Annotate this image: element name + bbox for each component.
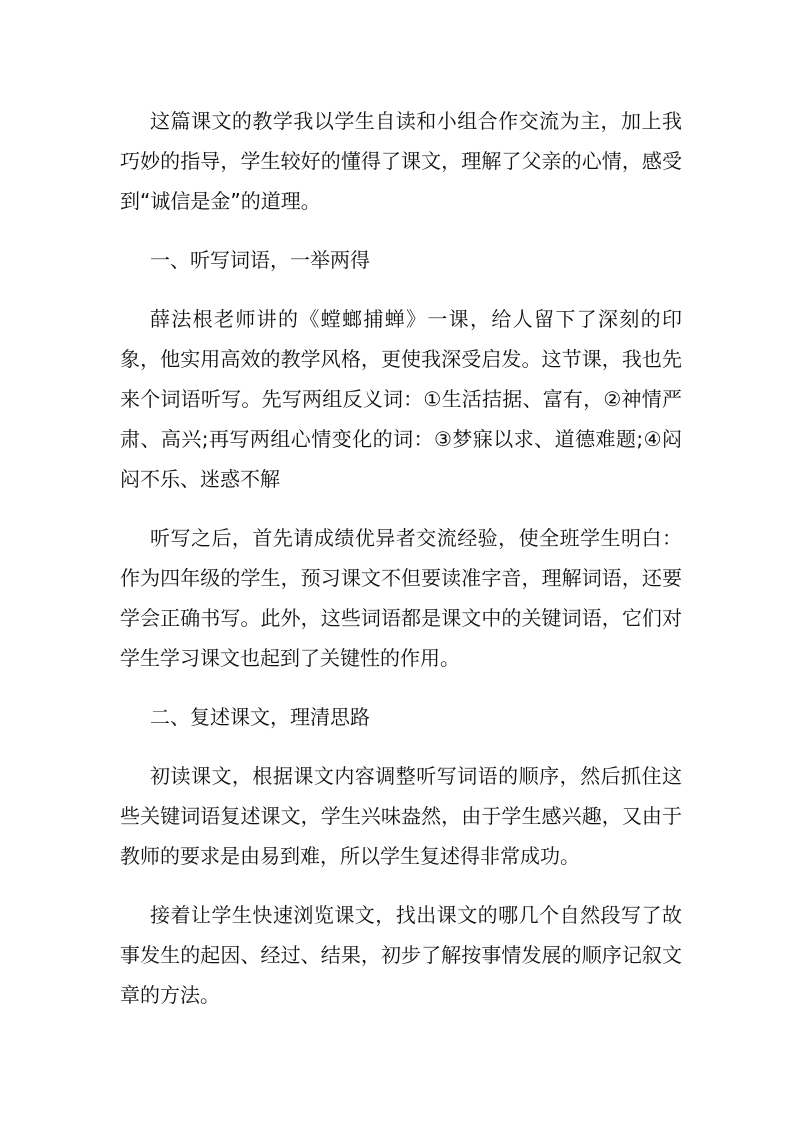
paragraph-after-dictation: 听写之后，首先请成绩优异者交流经验，使全班学生明白：作为四年级的学生，预习课文不但要读准字音，理解词语，还要学会正确书写。此外，这些词语都是课文中的关键词语，它们对学生学习课文也起到了关键性的作用。 bbox=[120, 526, 682, 670]
document-body bbox=[120, 101, 682, 1034]
paragraph-first-reading: 初读课文，根据课文内容调整听写词语的顺序，然后抓住这些关键词语复述课文，学生兴味盎然，由于学生感兴趣，又由于教师的要求是由易到难，所以学生复述得非常成功。 bbox=[120, 764, 682, 868]
paragraph-quick-browse: 接着让学生快速浏览课文，找出课文的哪几个自然段写了故事发生的起因、经过、结果，初步了解按事情发展的顺序记叙文章的方法。 bbox=[120, 903, 682, 1007]
paragraph-intro: 这篇课文的教学我以学生自读和小组合作交流为主，加上我巧妙的指导，学生较好的懂得了课文，理解了父亲的心情，感受到“诚信是金”的道理。 bbox=[120, 109, 682, 213]
paragraph-dictation-words: 薛法根老师讲的《螳螂捕蝉》一课，给人留下了深刻的印象，他实用高效的教学风格，更使我深受启发。这节课，我也先来个词语听写。先写两组反义词：①生活拮据、富有，②神情严肃、高兴;再写两组心情变化的词：③梦寐以求、道德难题;④闷闷不乐、迷惑不解 bbox=[120, 307, 682, 491]
section-heading-retelling: 二、复述课文，理清思路 bbox=[150, 705, 370, 729]
section-heading-dictation: 一、听写词语，一举两得 bbox=[150, 248, 370, 272]
